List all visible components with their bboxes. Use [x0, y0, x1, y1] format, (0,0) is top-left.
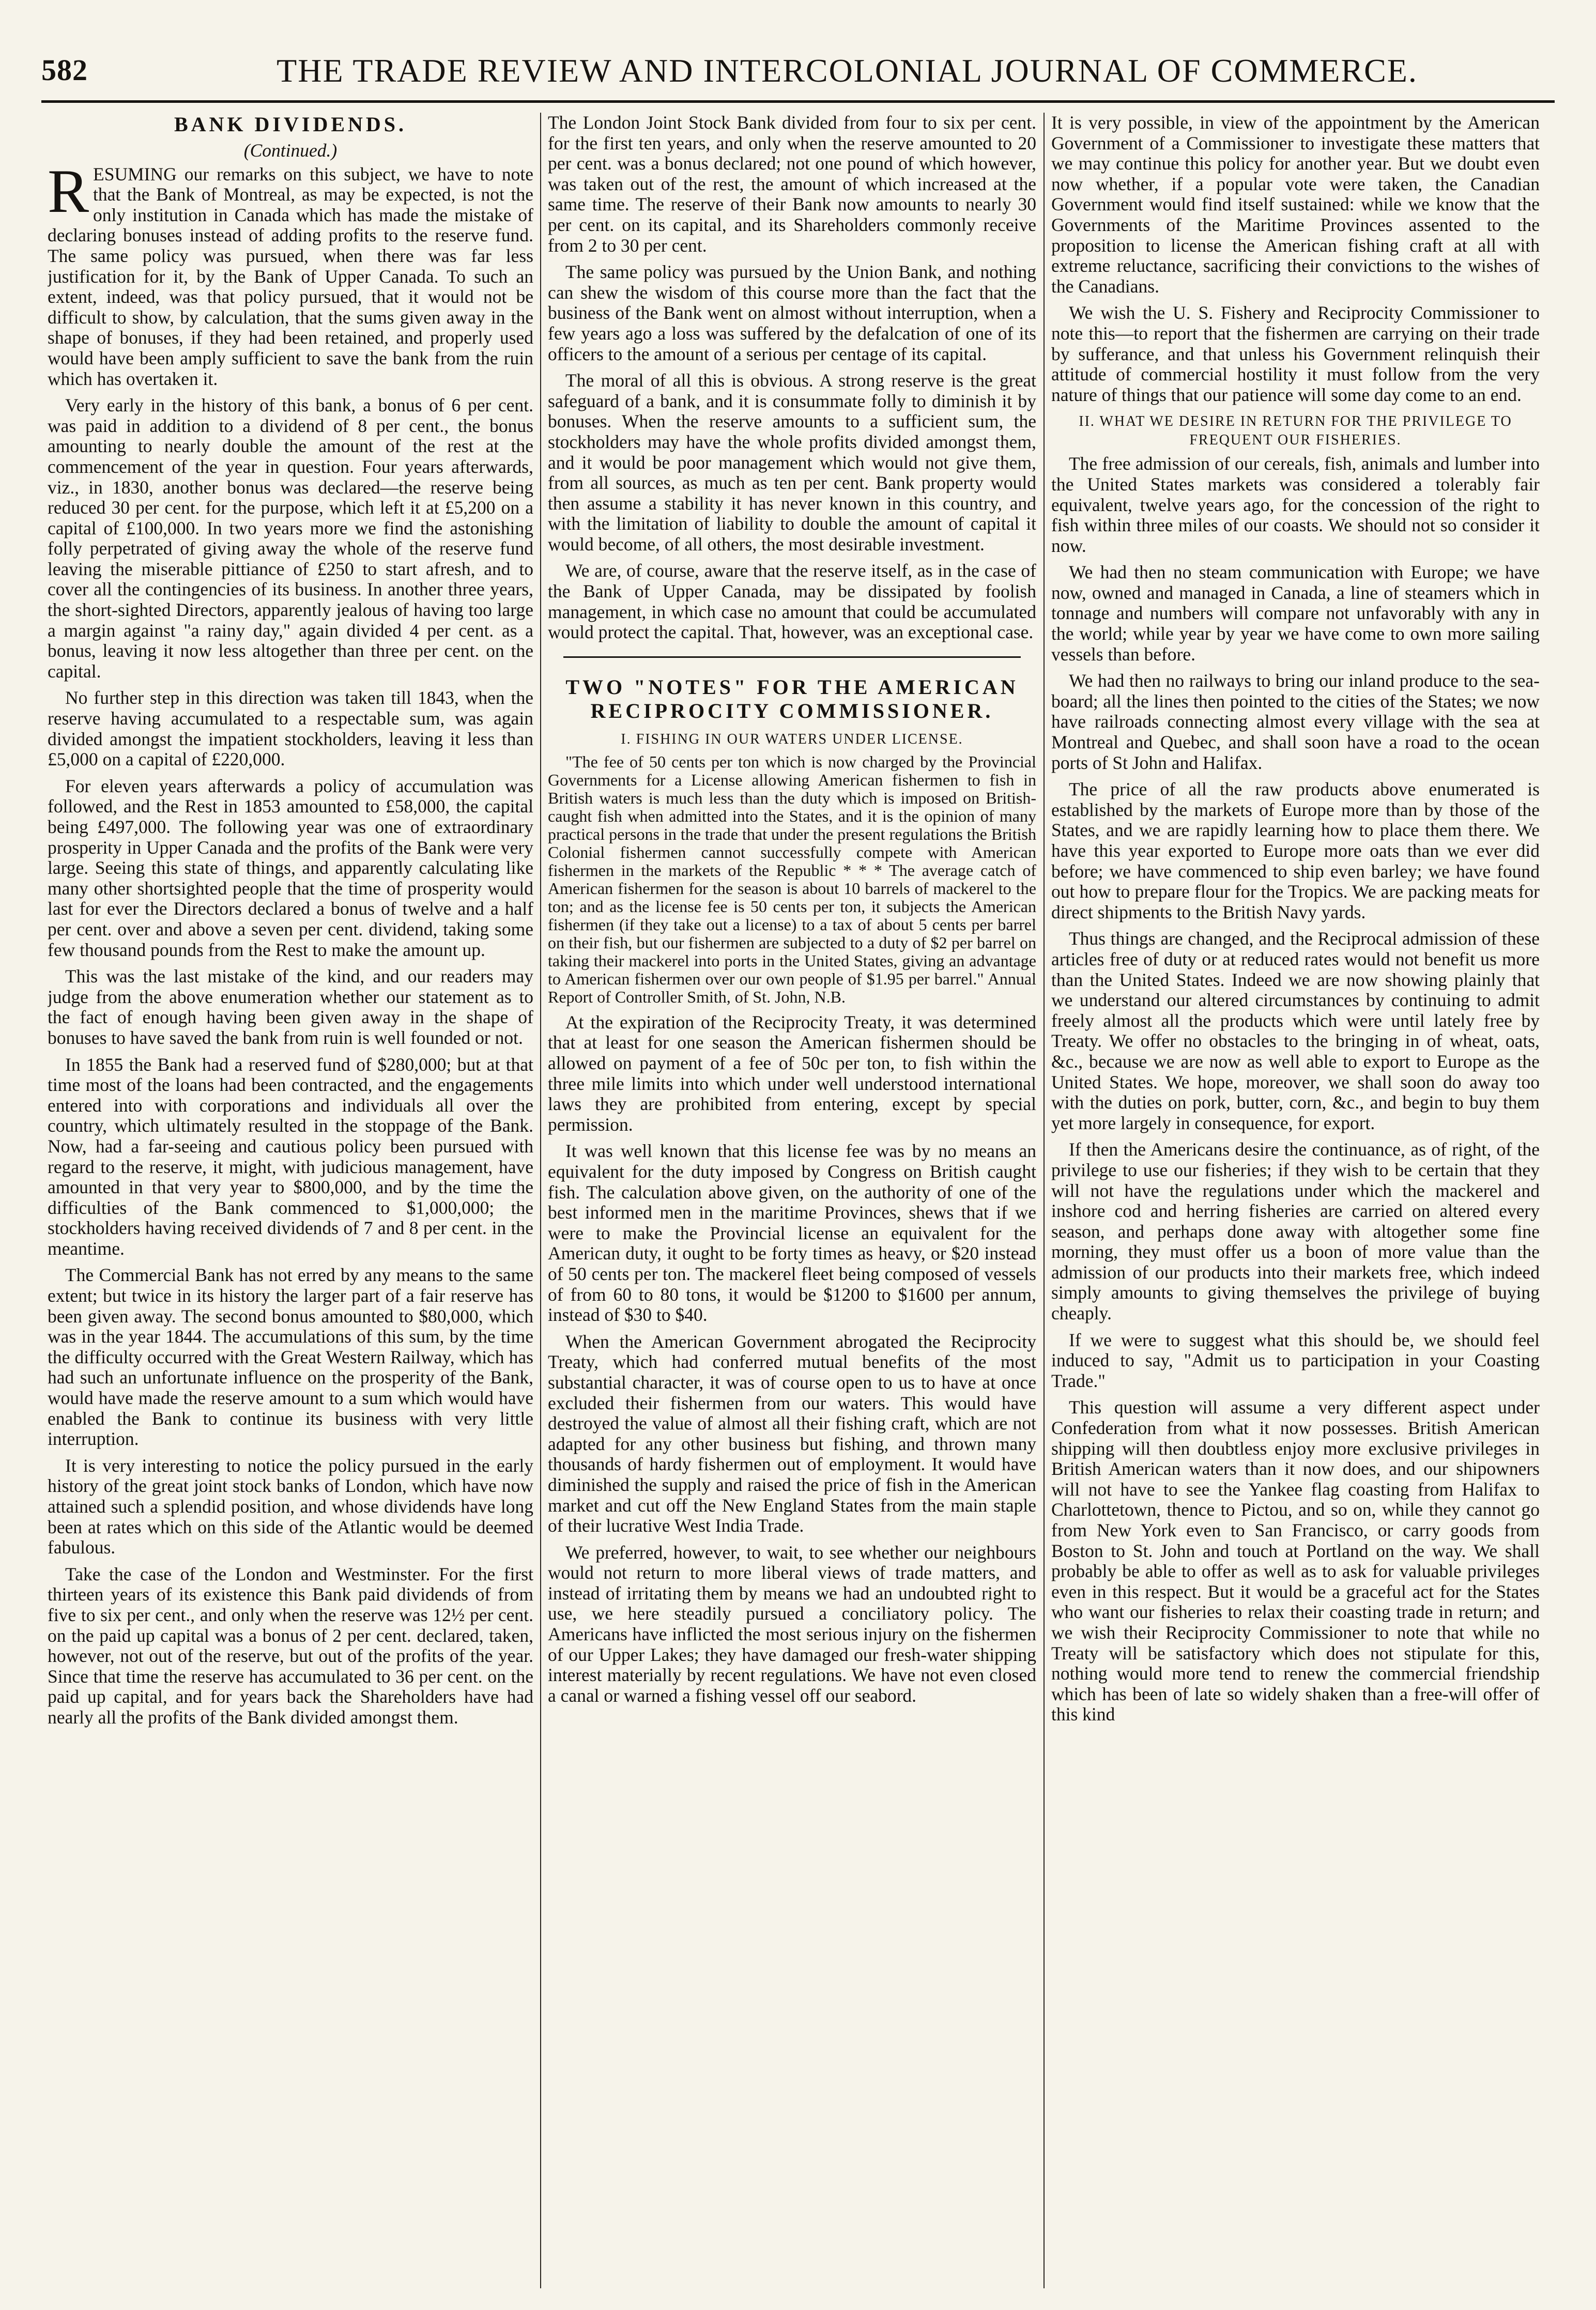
paragraph: The price of all the raw products above enumerated is established by the markets of Europe more than by those of the States, and we are rapidly learning how to place them there. We have this year exported to Europe more oats than we ever did before; we have commenced to ship even barley; we have found out how to prepare flour for the Tropics. We are packing meats for direct shipments to the British Navy yards.	[1051, 779, 1540, 922]
paragraph: If we were to suggest what this should be, we should feel induced to say, "Admit us to participation in your Coasting Trade."	[1051, 1329, 1540, 1391]
paragraph: Take the case of the London and Westminster. For the first thirteen years of its existence this Bank paid dividends of from five to six per cent., and only when the reserve was 12½ per cent. on the paid up capital was a bonus of 2 per cent. declared, taken, however, not out of the reserve, but out of the profits of the year. Since that time the reserve has accumulated to 36 per cent. on the paid up capital, and for years back the Shareholders have had nearly all the profits of the Bank divided amongst them.	[48, 1563, 533, 1728]
paragraph: If then the Americans desire the continuance, as of right, of the privilege to use our fisheries; if they wish to be certain that they will not have the regulations under which the mackerel and inshore cod and herring fisheries are carried on altered every season, and perhaps done away with altogether some fine morning, they must offer us a boon of more value than the admission of our products into their markets free, which indeed simply amounts to giving themselves the privilege of buying cheaply.	[1051, 1139, 1540, 1324]
paragraph: At the expiration of the Reciprocity Treaty, it was determined that at least for one season the American fishermen should be allowed on payment of a fee of 50c per ton, to fish within the three mile limits into which under well understood international laws they are prohibited from entering, except by special permission.	[548, 1011, 1036, 1135]
page-number: 582	[41, 53, 88, 87]
paragraph: We had then no railways to bring our inland produce to the sea-board; all the lines then pointed to the cities of the States; we now have railroads connecting almost every village with the sea at Montreal and Quebec, and shall soon have a road to the ocean ports of St John and Halifax.	[1051, 670, 1540, 773]
column-1	[48, 113, 533, 2288]
paragraph: Thus things are changed, and the Reciprocal admission of these articles free of duty or at reduced rates would not benefit us more than the United States. Indeed we are now showing plainly that we understand our altered circumstances by continuing to admit freely almost all the products which were until lately free by Treaty. We offer no obstacles to the bringing in of wheat, oats, &c., because we are now as well able to export to Europe as the United States. We hope, moreover, we shall soon do away too with the duties on pork, butter, corn, &c., and begin to buy them yet more largely in consequence, for export.	[1051, 928, 1540, 1133]
article-separator	[563, 656, 1021, 658]
column-2	[548, 113, 1036, 2288]
paragraph: The moral of all this is obvious. A strong reserve is the great safeguard of a bank, and it is consummate folly to diminish it by bonuses. When the reserve amounts to a sufficient sum, the stockholders may have the whole profits divided amongst them, and it would be poor management which would not give them, from all sources, as much as ten per cent. Bank property would then assume a stability it has never known in this country, and with the limitation of liability to double the amount of capital it would become, of all others, the most desirable investment.	[548, 370, 1036, 555]
article-subtitle: (Continued.)	[243, 140, 337, 161]
page-header	[41, 43, 1555, 103]
paragraph: It is very interesting to notice the policy pursued in the early history of the great joint stock banks of London, which have now attained such a splendid position, and whose dividends have long been at rates which on this side of the Atlantic would be deemed fabulous.	[48, 1455, 533, 1558]
column-3	[1051, 113, 1540, 2288]
article-title: TWO "NOTES" FOR THE AMERICAN RECIPROCITY COMMISSIONER.	[565, 675, 1019, 722]
paragraph: The free admission of our cereals, fish, animals and lumber into the United States markets was considered a tolerably fair equivalent, twelve years ago, for the concession of the right to fish within three miles of our coasts. We should not so consider it now.	[1051, 453, 1540, 556]
section-heading: II. WHAT WE DESIRE IN RETURN FOR THE PRIVILEGE TO FREQUENT OUR FISHERIES.	[1079, 413, 1512, 449]
paragraph: The same policy was pursued by the Union Bank, and nothing can shew the wisdom of this course more than the fact that the business of the Bank went on almost without interruption, when a few years ago a loss was suffered by the defalcation of one of its officers to the amount of a serious per centage of its capital.	[548, 261, 1036, 364]
paragraph: It was well known that this license fee was by no means an equivalent for the duty imposed by Congress on British caught fish. The calculation above given, on the authority of one of the best informed men in the maritime Provinces, shews that if we were to make the Provincial license an equivalent for the American duty, it ought to be forty times as heavy, or $20 instead of 50 cents per ton. The mackerel fleet being composed of vessels of from 60 to 80 tons, it would be $1200 to $1600 per annum, instead of $30 to $40.	[548, 1141, 1036, 1326]
column-rule	[540, 113, 541, 2288]
paragraph: The Commercial Bank has not erred by any means to the same extent; but twice in its history the larger part of a fair reserve has been given away. The second bonus amounted to $80,000, which was in the year 1844. The accumulations of this sum, by the time the difficulty occurred with the Great Western Railway, which has had such an unfortunate influence on the prosperity of the Bank, would have made the reserve amount to a sum which would have enabled the Bank to continue its business with very little interruption.	[48, 1265, 533, 1450]
paragraph: Very early in the history of this bank, a bonus of 6 per cent. was paid in addition to a dividend of 8 per cent., the bonus amounting to nearly double the amount of the rest at the commencement of the year in question. Four years afterwards, viz., in 1830, another bonus was declared—the reserve being reduced 30 per cent. for the purpose, which left it at £5,200 on a capital of £100,000. In two years more we find the astonishing folly perpetrated of giving away the whole of the reserve fund leaving the miserable pittiance of £250 to start afresh, and to cover all the contingencies of its business. In another three years, the short-sighted Directors, apparently jealous of having too large a margin against "a rainy day," again divided 4 per cent. as a bonus, leaving it now less altogether than three per cent. on the capital.	[48, 395, 533, 682]
section-heading: I. FISHING IN OUR WATERS UNDER LICENSE.	[621, 731, 963, 747]
quoted-report: "The fee of 50 cents per ton which is now charged by the Provincial Governments for a License allowing American fishermen to fish in British waters is much less than the duty which is imposed on British-caught fish when admitted into the States, and it is the opinion of many practical persons in the trade that under the present regulations the British Colonial fishermen cannot successfully compete with American fishermen in the markets of the Republic * * * The average catch of American fishermen for the season is about 10 barrels of mackerel to the ton; and as the license fee is 50 cents per ton, it subjects the American fishermen (if they take out a license) to a tax of about 5 cents per barrel on their fish, but our fishermen are subjected to a duty of $2 per barrel on taking their mackerel into ports in the United States, giving an advantage to American fishermen over our own people of $1.95 per barrel." Annual Report of Controller Smith, of St. John, N.B.	[548, 752, 1036, 1006]
article-title: BANK DIVIDENDS.	[174, 113, 407, 136]
paragraph	[48, 156, 533, 390]
paragraph: This question will assume a very different aspect under Confederation from what it now possesses. British American shipping will then doubtless enjoy more exclusive privileges in British American waters than it now does, and our shipowners will not have to see the Yankee flag coasting from Halifax to Charlottetown, thence to Pictou, and so on, while they cannot go from New York even to San Francisco, or carry goods from Boston to St. John and touch at Portland on the way. We shall probably be able to offer as well as to ask for valuable privileges even in this respect. But it would be a graceful act for the States who want our fisheries to relax their coasting trade in return; and we wish their Reciprocity Commissioner to note that while no Treaty will be satisfactory which does not stipulate for this, nothing would more tend to renew the commercial friendship which has been of late so widely shaken than a free-will offer of this kind	[1051, 1397, 1540, 1725]
paragraph: The London Joint Stock Bank divided from four to six per cent. for the first ten years, and only when the reserve amounted to 20 per cent. was a bonus declared; not one pound of which however, was taken out of the rest, the amount of which increased at the same time. The reserve of their Bank now amounts to nearly 30 per cent. on its capital, and its Shareholders commonly receive from 2 to 30 per cent.	[548, 113, 1036, 256]
paragraph: We are, of course, aware that the reserve itself, as in the case of the Bank of Upper Canada, may be dissipated by foolish management, in which case no amount that could be accumulated would protect the capital. That, however, was an exceptional case.	[548, 560, 1036, 643]
drop-cap: R	[48, 156, 89, 225]
paragraph: When the American Government abrogated the Reciprocity Treaty, which had conferred mutual benefits of the most substantial character, it was of course open to us to have at once excluded their fishermen from our waters. This would have destroyed the value of almost all their fishing craft, which are not adapted for any other business but fishing, and thrown many thousands of hardy fishermen out of employment. It would have diminished the supply and raised the price of fish in the American market and cut off the New England States from the main staple of their lucrative West India Trade.	[548, 1331, 1036, 1536]
paragraph: This was the last mistake of the kind, and our readers may judge from the above enumeration whether our statement as to the fact of enough having been given away in the shape of bonuses to have saved the bank from ruin is well founded or not.	[48, 966, 533, 1048]
column-rule	[1043, 113, 1045, 2288]
paragraph: In 1855 the Bank had a reserved fund of $280,000; but at that time most of the loans had been contracted, and the engagements entered into with corporations and individuals all over the country, which ultimately resulted in the stoppage of the Bank. Now, had a far-seeing and cautious policy been pursued with regard to the reserve, it might, with judicious management, have amounted in that very year to $800,000, and by the time the difficulties of the Bank commenced to $1,000,000; the stockholders having received dividends of 7 and 8 per cent. in the meantime.	[48, 1054, 533, 1259]
paragraph: No further step in this direction was taken till 1843, when the reserve having accumulated to a respectable sum, was again divided amongst the impatient stockholders, leaving it less than £5,000 on a capital of £220,000.	[48, 687, 533, 770]
paragraph: We wish the U. S. Fishery and Reciprocity Commissioner to note this—to report that the fishermen are carrying on their trade by sufferance, and that unless his Government relinquish their attitude of commercial hostility it must follow from the very nature of things that our patience will some day come to an end.	[1051, 302, 1540, 405]
running-title: THE TRADE REVIEW AND INTERCOLONIAL JOURNAL OF COMMERCE.	[277, 52, 1418, 89]
paragraph: For eleven years afterwards a policy of accumulation was followed, and the Rest in 1853 amounted to £58,000, the capital being £497,000. The following year was one of extraordinary prosperity in Upper Canada and the profits of the Bank were very large. Seeing this state of things, and apparently calculating like many other shortsighted people that the time of prosperity would last for ever the Directors declared a bonus of twelve and a half per cent. over and above a seven per cent. dividend, taking some few thousand pounds from the Rest to make the amount up.	[48, 775, 533, 960]
paragraph: It is very possible, in view of the appointment by the American Government of a Commissioner to investigate these matters that we may continue this policy for another year. But we doubt even now whether, if a popular vote were taken, the Canadian Government would find itself sustained: while we know that the Governments of the Maritime Provinces assented to the proposition to license the American fishing craft at all with extreme reluctance, sacrificing their convictions to the wishes of the Canadians.	[1051, 113, 1540, 297]
paragraph: We had then no steam communication with Europe; we have now, owned and managed in Canada, a line of steamers which in tonnage and numbers will compare not unfavorably with any in the world; while year by year we have come to own more sailing vessels than before.	[1051, 562, 1540, 665]
paragraph-text: ESUMING our remarks on this subject, we have to note that the Bank of Montreal, as may be expected, is not the only institution in Canada which has made the mistake of declaring bonuses instead of adding profits to the reserve fund. The same policy was pursued, when there was far less justification for it, by the Bank of Upper Canada. To such an extent, indeed, was that policy pursued, that it would not be difficult to show, by calculation, that the sums given away in the shape of bonuses, if they had been retained, and properly used would have been amply sufficient to save the bank from the ruin which has overtaken it.	[48, 163, 533, 389]
paragraph: We preferred, however, to wait, to see whether our neighbours would not return to more liberal views of trade matters, and instead of irritating them by means we had an undoubted right to use, we here steadily pursued a conciliatory policy. The Americans have inflicted the most serious injury on the fishermen of our Upper Lakes; they have damaged our fresh-water shipping interest materially by recent regulations. We have not even closed a canal or warned a fishing vessel off our seabord.	[548, 1542, 1036, 1706]
